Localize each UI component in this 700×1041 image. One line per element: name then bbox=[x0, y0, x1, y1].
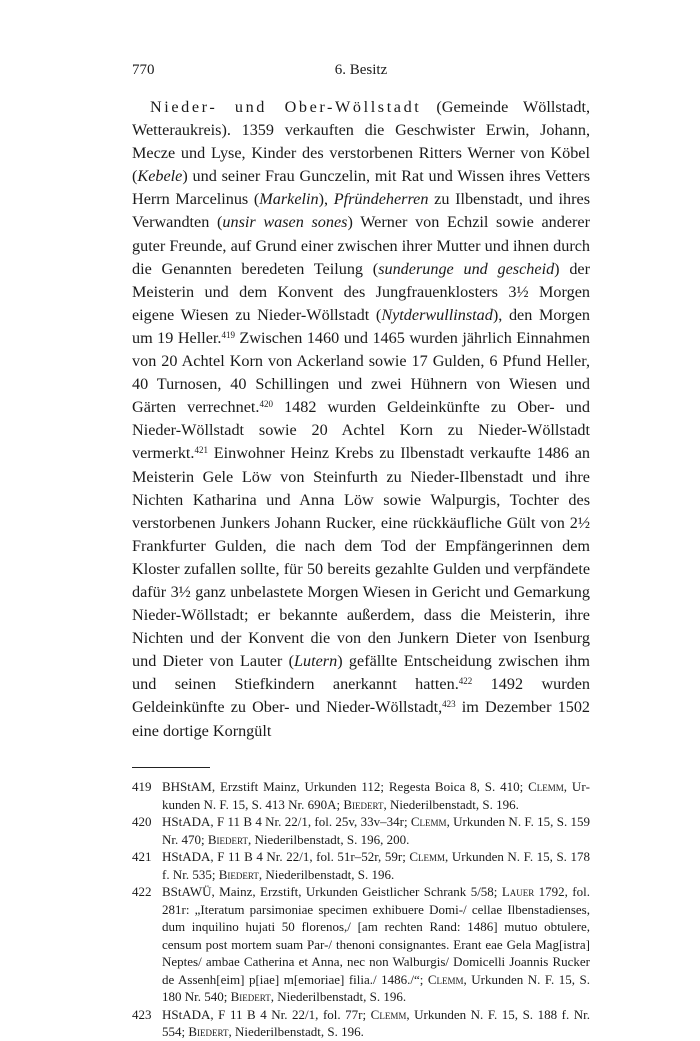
footnote-text: HStADA, F 11 B 4 Nr. 22/1, fol. 25v, 33v–34r; Clemm, Urkunden N. F. 15, S. 159 Nr. 470; Biedert, Niederilbenstadt, S. 196, 200. bbox=[162, 814, 591, 847]
text-run: ) und seiner Frau Gunczelin, mit Rat und Wissen ihres Vetters Herrn Marcelinus ( bbox=[132, 167, 590, 209]
italic-term: Nytderwullinstad bbox=[381, 305, 493, 324]
text-run: ), bbox=[318, 190, 334, 209]
footnote-divider bbox=[132, 767, 210, 768]
footnote-number: 423 bbox=[132, 1006, 152, 1022]
footnote-ref-422[interactable]: 422 bbox=[458, 676, 473, 687]
footnote-text: BHStAM, Erzstift Mainz, Urkunden 112; Regesta Boica 8, S. 410; Clemm, Urkunden N. F. 15, S. 413 Nr. 690A; Biedert, Niederilbenstadt, S. 196. bbox=[162, 779, 590, 812]
text-run: Einwohner Heinz Krebs zu Ilbenstadt verkaufte 1486 an Meisterin Gele Löw von Steinfurth zu Nieder-Ilbenstadt und ihre Nichten Katharina und Anna Löw sowie Walpurgis, Tochter des verstorbenen Junkers Johann Rucker, eine rückkäufliche Gült von 2½ Frankfurter Gulden, die nach dem Tod der Empfängerinnen dem Kloster zufallen sollte, für 50 bereits gezahlte Gulden und verpfändete dafür 3½ ganz unbelastete Morgen Wiesen in Gericht und Gemarkung Nieder-Wöllstadt; er bekannte außerdem, dass die Meisterin, ihre Nichten und der Konvent die von den Junkern Dieter von Isenburg und Dieter von Lauter ( bbox=[132, 444, 590, 671]
italic-term: sunderunge und gescheid bbox=[378, 259, 555, 278]
footnote-423 bbox=[132, 1006, 590, 1041]
text-run: ) Werner von Echzil sowie anderer guter Freunde, auf Grund einer zwischen ihrer Mutter und ihnen durch die Genannten beredeten Teilung ( bbox=[132, 213, 590, 278]
footnote-number: 422 bbox=[132, 884, 152, 899]
footnote-ref-421[interactable]: 421 bbox=[194, 445, 208, 456]
text-run: 1492 wurden Geldeinkünfte zu Ober- und Nieder-Wöllstadt, bbox=[132, 675, 591, 717]
footnote-420 bbox=[132, 813, 590, 848]
text-run: zu Ilbenstadt, und ihres Verwandten ( bbox=[132, 190, 591, 232]
footnote-422 bbox=[132, 883, 590, 1006]
footnote-ref-420[interactable]: 420 bbox=[259, 399, 273, 410]
place-name-spaced: Nieder- und Ober-Wöllstadt bbox=[150, 98, 422, 116]
text-run: ) der Meisterin und dem Konvent des Jungfrauenklosters 3½ Morgen eigene Wiesen zu Nieder-Wöllstadt ( bbox=[132, 259, 590, 324]
author-name: Clemm bbox=[409, 849, 446, 864]
footnote-number: 420 bbox=[132, 814, 152, 829]
footnote-text: BStAWÜ, Mainz, Erzstift, Urkunden Geistlicher Schrank 5/58; Lauer 1792, fol. 281r: „Iteratum parsimoniae specimen exhibuere Domi-/ cellae Ilbenstadienses, dum inquilino hujati 50 florenos,/ [am rechten Rand: 1486] mutuo obtulere, censum post mortem suam Par-/ thenoni consignantes. Erant eae Gela Mag[istra] Neptes/ ambae Catherina et Anna, nec non Walburgis/ Domicelli Joannis Rucker de Assenh[eim] p[iae] m[emoriae] filia./ 1486./“; Clemm, Urkunden N. F. 15, S. 180 Nr. 540; Biedert, Niederilbenstadt, S. 196. bbox=[162, 884, 591, 1004]
author-name: Clemm bbox=[410, 814, 447, 829]
footnote-ref-419[interactable]: 419 bbox=[221, 329, 235, 340]
author-name: Clemm bbox=[427, 971, 464, 987]
author-name: Biedert bbox=[343, 796, 384, 812]
footnote-ref-423[interactable]: 423 bbox=[442, 699, 456, 710]
italic-term: Markelin bbox=[259, 190, 319, 209]
footnote-number: 421 bbox=[132, 849, 152, 864]
author-name: Lauer bbox=[501, 884, 535, 899]
body-paragraph bbox=[132, 96, 590, 743]
text-run: ) gefällte Entscheidung zwischen ihm und seinen Stiefkindern anerkannt hatten. bbox=[132, 652, 590, 694]
italic-term: unsir wasen sones bbox=[222, 213, 348, 232]
text-run: im Dezember 1502 eine dortige Korngült bbox=[132, 698, 591, 740]
footnote-421 bbox=[132, 848, 590, 883]
main-text bbox=[132, 96, 590, 743]
page-header bbox=[132, 62, 590, 82]
text-run: Zwischen 1460 und 1465 wurden jährlich Einnahmen von 20 Achtel Korn von Ackerland sowie 17 Gulden, 6 Pfund Heller, 40 Turnosen, 40 Schillingen und zwei Hühnern von Wiesen und Gärten verrechnet. bbox=[132, 328, 590, 417]
author-name: Clemm bbox=[528, 779, 564, 794]
author-name: Biedert bbox=[230, 989, 271, 1004]
page-number: 770 bbox=[132, 62, 155, 78]
author-name: Biedert bbox=[218, 866, 259, 882]
author-name: Clemm bbox=[370, 1006, 407, 1022]
italic-term: Pfründeherren bbox=[333, 190, 429, 209]
italic-term: Kebele bbox=[137, 167, 183, 186]
footnote-number: 419 bbox=[132, 779, 152, 794]
running-title: 6. Besitz bbox=[334, 62, 388, 78]
footnote-text: HStADA, F 11 B 4 Nr. 22/1, fol. 51r–52r, 59r; Clemm, Urkunden N. F. 15, S. 178 f. Nr. 535; Biedert, Niederilbenstadt, S. 196. bbox=[162, 849, 590, 882]
italic-term: Lutern bbox=[294, 652, 338, 671]
footnote-text: HStADA, F 11 B 4 Nr. 22/1, fol. 77r; Clemm, Urkunden N. F. 15, S. 188 f. Nr. 554; Biedert, Niederilbenstadt, S. 196. bbox=[162, 1006, 591, 1039]
text-run: 1482 wurden Geldeinkünfte zu Ober- und Nieder-Wöllstadt sowie 20 Achtel Korn zu Nieder-Wöllstadt vermerkt. bbox=[132, 398, 590, 463]
footnote-419 bbox=[132, 778, 590, 813]
author-name: Biedert bbox=[207, 831, 248, 847]
text-run: ), den Morgen um 19 Heller. bbox=[132, 305, 590, 347]
footnotes bbox=[132, 778, 590, 1041]
text-run: (Gemeinde Wöllstadt, Wetteraukreis). 1359 verkauften die Geschwister Erwin, Johann, Mecze und Lyse, Kinder des verstorbenen Ritters Werner von Köbel ( bbox=[132, 98, 590, 186]
author-name: Biedert bbox=[188, 1024, 229, 1039]
